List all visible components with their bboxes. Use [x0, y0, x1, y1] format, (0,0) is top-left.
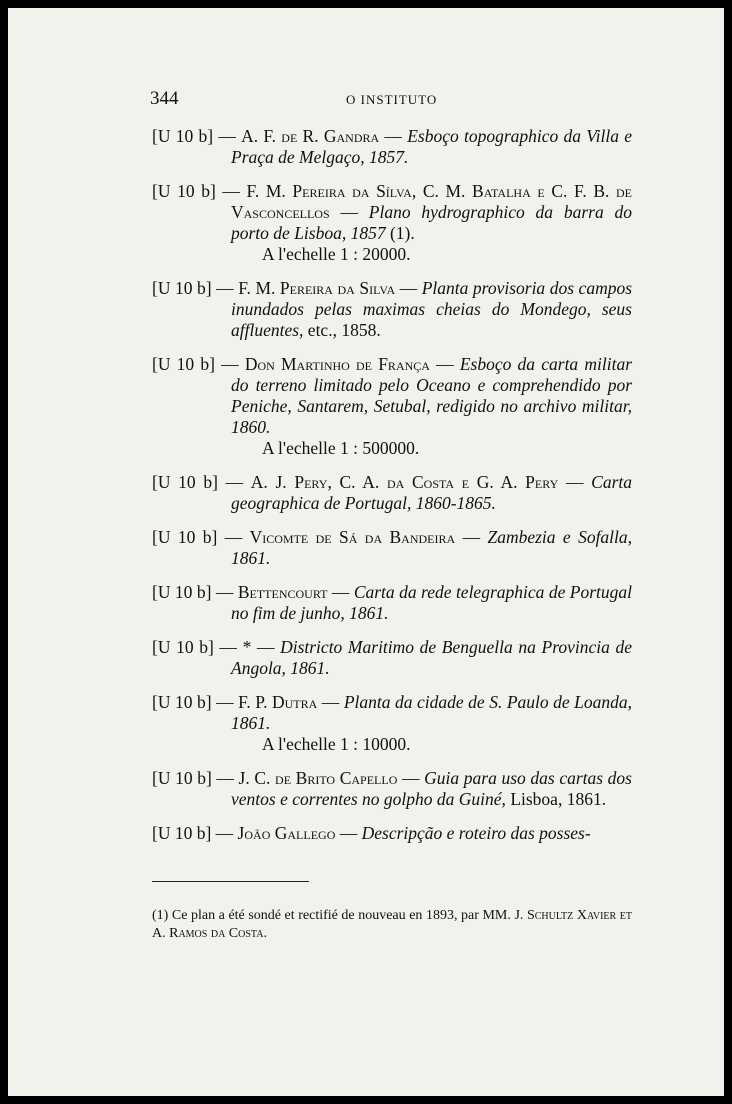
entry-author: F. P. Dutra [238, 692, 318, 712]
entry-title: Plano hydrographico da barra do porto de Lisboa, 1857 [231, 202, 633, 243]
entry-reference: [U 10 b] [152, 823, 212, 843]
catalog-entry [152, 637, 632, 679]
entry-reference: [U 10 b] [152, 637, 214, 657]
entry-separator: — [397, 768, 425, 788]
entry-separator: — [335, 823, 362, 843]
entry-reference: [U 10 b] [152, 278, 212, 298]
entry-separator: — [211, 582, 238, 602]
entry-reference: [U 10 b] [152, 527, 218, 547]
entry-author: A. J. Pery, C. A. da Costa e G. A. Pery [250, 472, 559, 492]
entry-title: Planta provisoria dos campos inundados pelas maximas cheias do Mondego, seus affluentes, [231, 278, 633, 340]
entry-tail: (1). [385, 223, 415, 243]
entry-author: Vicomte de Sá da Bandeira [249, 527, 456, 547]
entry-list [152, 126, 632, 857]
entry-title: Carta da rede telegraphica de Portugal no fim de junho, 1861. [231, 582, 633, 623]
entry-author: * [242, 637, 252, 657]
entry-author: F. M. Pereira da Sílva, C. M. Batalha e C. F. B. de Vasconcellos [231, 181, 632, 222]
entry-separator: — [217, 472, 251, 492]
entry-separator: — [317, 692, 344, 712]
entry-separator: — [429, 354, 460, 374]
running-title: O INSTITUTO [346, 92, 438, 107]
entry-author: Bettencourt [237, 582, 328, 602]
entry-separator: — [251, 637, 281, 657]
catalog-entry [152, 823, 632, 844]
catalog-entry [152, 278, 632, 341]
entry-author: João Gallego [237, 823, 336, 843]
catalog-entry [152, 126, 632, 168]
entry-tail: Lisboa, 1861. [505, 789, 607, 809]
footnote-names: Schultz Xavier et A. Ramos da Costa. [152, 908, 632, 941]
document-page [8, 8, 724, 1096]
entry-reference: [U 10 b] [152, 354, 215, 374]
entry-author: Don Martinho de França [244, 354, 430, 374]
entry-separator: — [329, 202, 369, 222]
entry-separator: — [379, 126, 408, 146]
entry-separator: — [395, 278, 422, 298]
entry-separator: — [558, 472, 592, 492]
entry-separator: — [211, 768, 239, 788]
entry-title: Zambezia e Sofalla, 1861. [231, 527, 633, 568]
entry-title: Esboço topographico da Villa e Praça de Melgaço, 1857. [231, 126, 633, 167]
entry-separator: — [455, 527, 488, 547]
footnote-rule [152, 881, 309, 882]
page-header [8, 88, 724, 112]
entry-separator: — [211, 278, 239, 298]
entry-reference: [U 10 b] [152, 768, 212, 788]
entry-reference: [U 10 b] [152, 692, 212, 712]
entry-author: J. C. de Brito Capello [238, 768, 398, 788]
entry-title: Descripção e roteiro das posses- [361, 823, 591, 843]
catalog-entry [152, 181, 632, 265]
page-number: 344 [150, 88, 179, 109]
entry-title: Planta da cidade de S. Paulo de Loanda, 1861. [231, 692, 633, 733]
entry-separator: — [214, 354, 245, 374]
entry-scale: A l'echelle 1 : 500000. [262, 438, 420, 458]
entry-scale: A l'echelle 1 : 20000. [262, 244, 411, 264]
entry-author: A. F. de R. Gandra [241, 126, 380, 146]
catalog-entry [152, 472, 632, 514]
entry-title: Esboço da carta militar do terreno limitado pelo Oceano e comprehendido por Peniche, Santarem, Setubal, redigido no archivo militar, 1860. [231, 354, 633, 437]
entry-reference: [U 10 b] [152, 582, 212, 602]
catalog-entry [152, 527, 632, 569]
entry-reference: [U 10 b] [152, 126, 214, 146]
entry-title: Carta geographica de Portugal, 1860-1865. [231, 472, 632, 513]
catalog-entry [152, 354, 632, 459]
entry-separator: — [211, 692, 239, 712]
entry-reference: [U 10 b] [152, 181, 216, 201]
entry-scale: A l'echelle 1 : 10000. [262, 734, 411, 754]
entry-reference: [U 10 b] [152, 472, 218, 492]
catalog-entry [152, 768, 632, 810]
entry-title: Guia para uso das cartas dos ventos e correntes no golpho da Guiné, [231, 768, 632, 809]
entry-separator: — [213, 637, 243, 657]
footnote [152, 907, 632, 943]
entry-separator: — [215, 181, 247, 201]
entry-separator: — [213, 126, 242, 146]
entry-separator: — [327, 582, 354, 602]
entry-author: F. M. Pereira da Silva [238, 278, 396, 298]
entry-title: Districto Maritimo de Benguella na Provincia de Angola, 1861. [231, 637, 633, 678]
footnote-text: (1) Ce plan a été sondé et rectifié de nouveau en 1893, par MM. J. [152, 908, 524, 923]
catalog-entry [152, 582, 632, 624]
catalog-entry [152, 692, 632, 755]
entry-tail: etc., 1858. [303, 320, 381, 340]
entry-separator: — [211, 823, 238, 843]
entry-separator: — [217, 527, 250, 547]
